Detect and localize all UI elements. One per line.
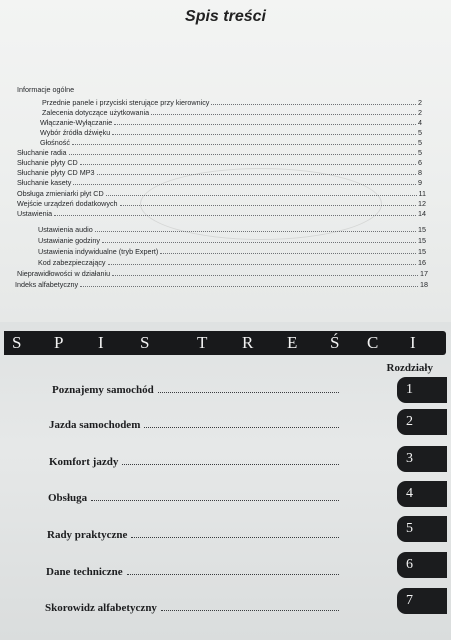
chapter-entry: Jazda samochodem bbox=[49, 413, 342, 431]
toc-entry: Kod zabezpieczający 16 bbox=[38, 258, 426, 267]
toc-entry: Przednie panele i przyciski sterujące przy kierownicy 2 bbox=[42, 98, 422, 107]
chapter-entry: Poznajemy samochód bbox=[52, 378, 342, 396]
chapter-tab: 3 bbox=[397, 446, 447, 472]
toc-entry: Ustawienia 14 bbox=[17, 209, 426, 218]
toc-entry: Informacje ogólne bbox=[17, 85, 75, 94]
toc-entry: Ustawienia audio 15 bbox=[38, 225, 426, 234]
toc-entry: Wybór źródła dźwięku 5 bbox=[40, 128, 422, 137]
toc-entry: Wejście urządzeń dodatkowych 12 bbox=[17, 199, 426, 208]
car-manual-page bbox=[0, 322, 451, 640]
chapter-entry: Dane techniczne bbox=[46, 560, 342, 578]
toc-entry: Słuchanie kasety 9 bbox=[17, 178, 422, 187]
toc-entry: Słuchanie płyty CD 6 bbox=[17, 158, 422, 167]
banner-letter: Ś bbox=[330, 333, 340, 352]
banner-letter: T bbox=[197, 333, 208, 352]
toc-entry: Zalecenia dotyczące użytkowania 2 bbox=[42, 108, 422, 117]
chapter-entry: Obsługa bbox=[48, 486, 342, 504]
toc-entry: Obsługa zmieniarki płyt CD 11 bbox=[17, 189, 426, 198]
chapter-tab: 2 bbox=[397, 409, 447, 435]
chapter-tab: 7 bbox=[397, 588, 447, 614]
contents-banner bbox=[4, 331, 446, 355]
toc-entry: Indeks alfabetyczny 18 bbox=[15, 280, 428, 289]
chapter-entry: Skorowidz alfabetyczny bbox=[45, 596, 342, 614]
banner-letter: R bbox=[242, 333, 254, 352]
toc-entry: Włączanie-Wyłączanie 4 bbox=[40, 118, 422, 127]
banner-letter: C bbox=[367, 333, 379, 352]
toc-entry: Nieprawidłowości w działaniu 17 bbox=[17, 269, 428, 278]
chapter-entry: Komfort jazdy bbox=[49, 450, 342, 468]
chapter-entry: Rady praktyczne bbox=[47, 523, 342, 541]
banner-letter: I bbox=[98, 333, 104, 352]
chapters-heading: Rozdziały bbox=[386, 362, 433, 374]
banner-letter: S bbox=[12, 333, 22, 352]
toc-entry: Słuchanie radia 5 bbox=[17, 148, 422, 157]
toc-entry: Słuchanie płyty CD MP3 8 bbox=[17, 168, 422, 177]
banner-letter: I bbox=[410, 333, 416, 352]
toc-entry: Ustawienia indywidualne (tryb Expert) 15 bbox=[38, 247, 426, 256]
page-title: Spis treści bbox=[185, 8, 266, 25]
chapter-tab: 5 bbox=[397, 516, 447, 542]
chapter-tab: 1 bbox=[397, 377, 447, 403]
chapter-tab: 4 bbox=[397, 481, 447, 507]
toc-entry: Ustawianie godziny 15 bbox=[38, 236, 426, 245]
toc-entry: Głośność 5 bbox=[40, 138, 422, 147]
chapter-tab: 6 bbox=[397, 552, 447, 578]
banner-letter: S bbox=[140, 333, 150, 352]
banner-letter: E bbox=[287, 333, 298, 352]
banner-letter: P bbox=[54, 333, 64, 352]
